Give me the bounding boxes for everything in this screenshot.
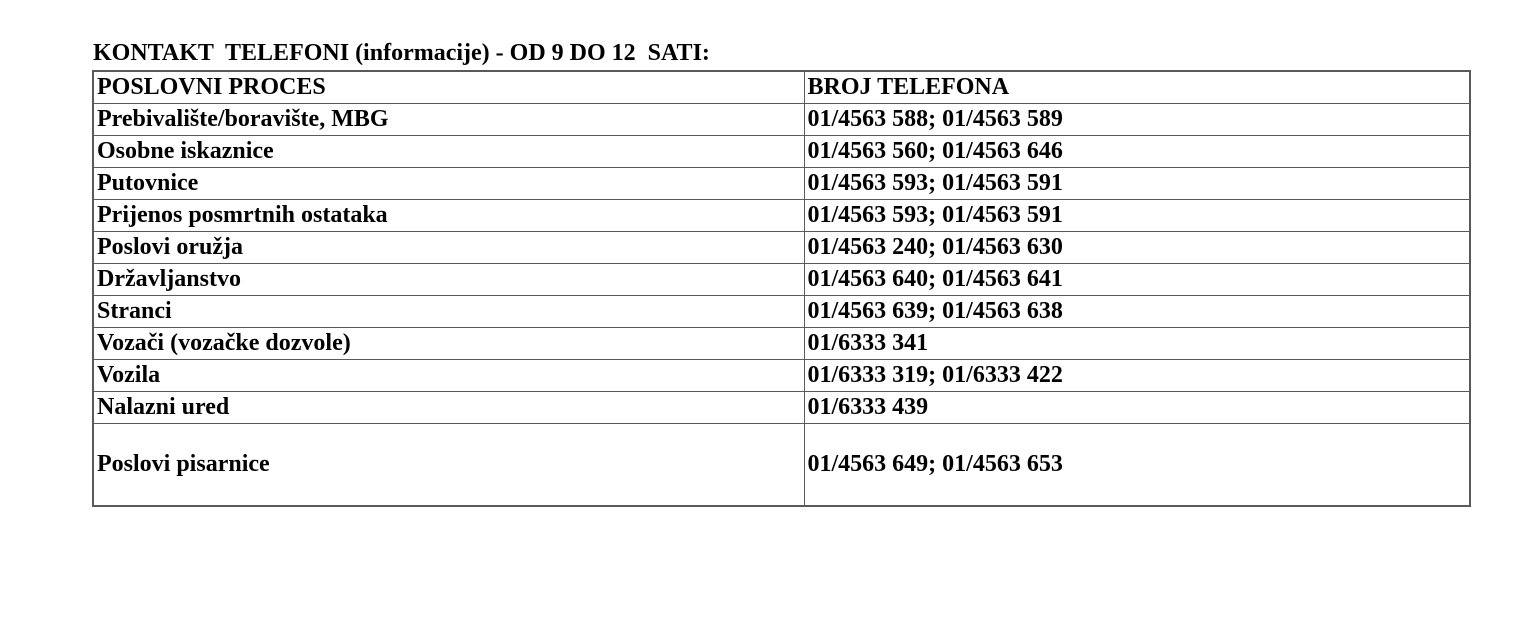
- table-row: [93, 296, 1470, 328]
- table-row: [93, 200, 1470, 232]
- process-cell: Nalazni ured: [93, 392, 804, 424]
- process-cell: Poslovi pisarnice: [93, 424, 804, 507]
- phone-cell: 01/4563 560; 01/4563 646: [804, 136, 1470, 168]
- table-row: [93, 328, 1470, 360]
- phone-cell: 01/6333 341: [804, 328, 1470, 360]
- process-cell: Stranci: [93, 296, 804, 328]
- phone-cell: 01/6333 319; 01/6333 422: [804, 360, 1470, 392]
- table-row: [93, 136, 1470, 168]
- phone-cell: 01/4563 588; 01/4563 589: [804, 104, 1470, 136]
- header-phone-number: BROJ TELEFONA: [804, 71, 1470, 104]
- process-cell: Poslovi oružja: [93, 232, 804, 264]
- process-cell: Prebivalište/boravište, MBG: [93, 104, 804, 136]
- phone-cell: 01/4563 593; 01/4563 591: [804, 200, 1470, 232]
- process-cell: Državljanstvo: [93, 264, 804, 296]
- phone-cell: 01/4563 639; 01/4563 638: [804, 296, 1470, 328]
- table-row: [93, 168, 1470, 200]
- table-header-row: [93, 71, 1470, 104]
- process-cell: Vozači (vozačke dozvole): [93, 328, 804, 360]
- phone-cell: 01/4563 593; 01/4563 591: [804, 168, 1470, 200]
- process-cell: Osobne iskaznice: [93, 136, 804, 168]
- process-cell: Prijenos posmrtnih ostataka: [93, 200, 804, 232]
- phone-cell: 01/6333 439: [804, 392, 1470, 424]
- page-title: KONTAKT TELEFONI (informacije) - OD 9 DO 12 SATI:: [93, 40, 710, 66]
- header-business-process: POSLOVNI PROCES: [93, 71, 804, 104]
- process-cell: Putovnice: [93, 168, 804, 200]
- phone-cell: 01/4563 640; 01/4563 641: [804, 264, 1470, 296]
- table-row: [93, 360, 1470, 392]
- phone-cell: 01/4563 649; 01/4563 653: [804, 424, 1470, 507]
- table-row: [93, 424, 1470, 507]
- process-cell: Vozila: [93, 360, 804, 392]
- table-row: [93, 104, 1470, 136]
- phone-cell: 01/4563 240; 01/4563 630: [804, 232, 1470, 264]
- table-row: [93, 232, 1470, 264]
- table-row: [93, 392, 1470, 424]
- table-row: [93, 264, 1470, 296]
- contact-phones-table: [92, 70, 1471, 507]
